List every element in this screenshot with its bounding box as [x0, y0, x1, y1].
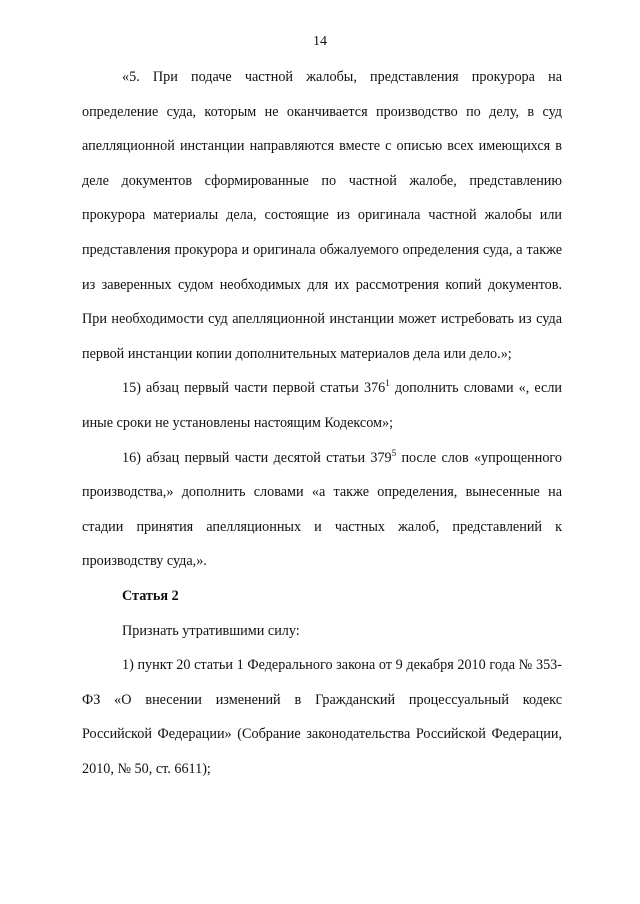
paragraph-item-16 — [82, 441, 562, 579]
paragraph-text: после слов «упрощенного производства,» дополнить словами «а также определения, вынесенные на стадии принятия апелляционных и частных жалоб, представлений к производству суда,». — [82, 449, 562, 570]
paragraph-text: 15) абзац первый части первой статьи 376 — [122, 380, 386, 397]
paragraph-text: 16) абзац первый части десятой статьи 379 — [122, 449, 392, 466]
document-body — [82, 60, 562, 786]
page-number: 14 — [313, 34, 327, 49]
article-heading: Статья 2 — [122, 587, 179, 604]
paragraph-intro: Признать утратившими силу: — [122, 622, 300, 639]
superscript: 5 — [391, 447, 397, 458]
paragraph-text: дополнить словами «, если иные сроки не установлены настоящим Кодексом»; — [82, 380, 562, 431]
superscript: 1 — [385, 378, 390, 389]
paragraph-item-15 — [82, 371, 562, 440]
paragraph-item-5: «5. При подаче частной жалобы, представления прокурора на определение суда, которым не оканчивается производство по делу, в суд апелляционной инстанции направляются вместе с описью всех имеющихся в деле документов сформированные по частной жалобе, представлению прокурора материалы дела, состоящие из оригинала частной жалобы или представления прокурора и оригинала обжалуемого определения суда, а также из заверенных судом необходимых для их рассмотрения копий документов. При необходимости суд апелляционной инстанции может истребовать из суда первой инстанции копии дополнительных материалов дела или дело.»; — [82, 69, 562, 362]
paragraph-item-1: 1) пункт 20 статьи 1 Федерального закона от 9 декабря 2010 года № 353-ФЗ «О внесении изменений в Гражданский процессуальный кодекс Российской Федерации» (Собрание законодательства Российской Федерации, 2010, № 50, ст. 6611); — [82, 657, 562, 777]
